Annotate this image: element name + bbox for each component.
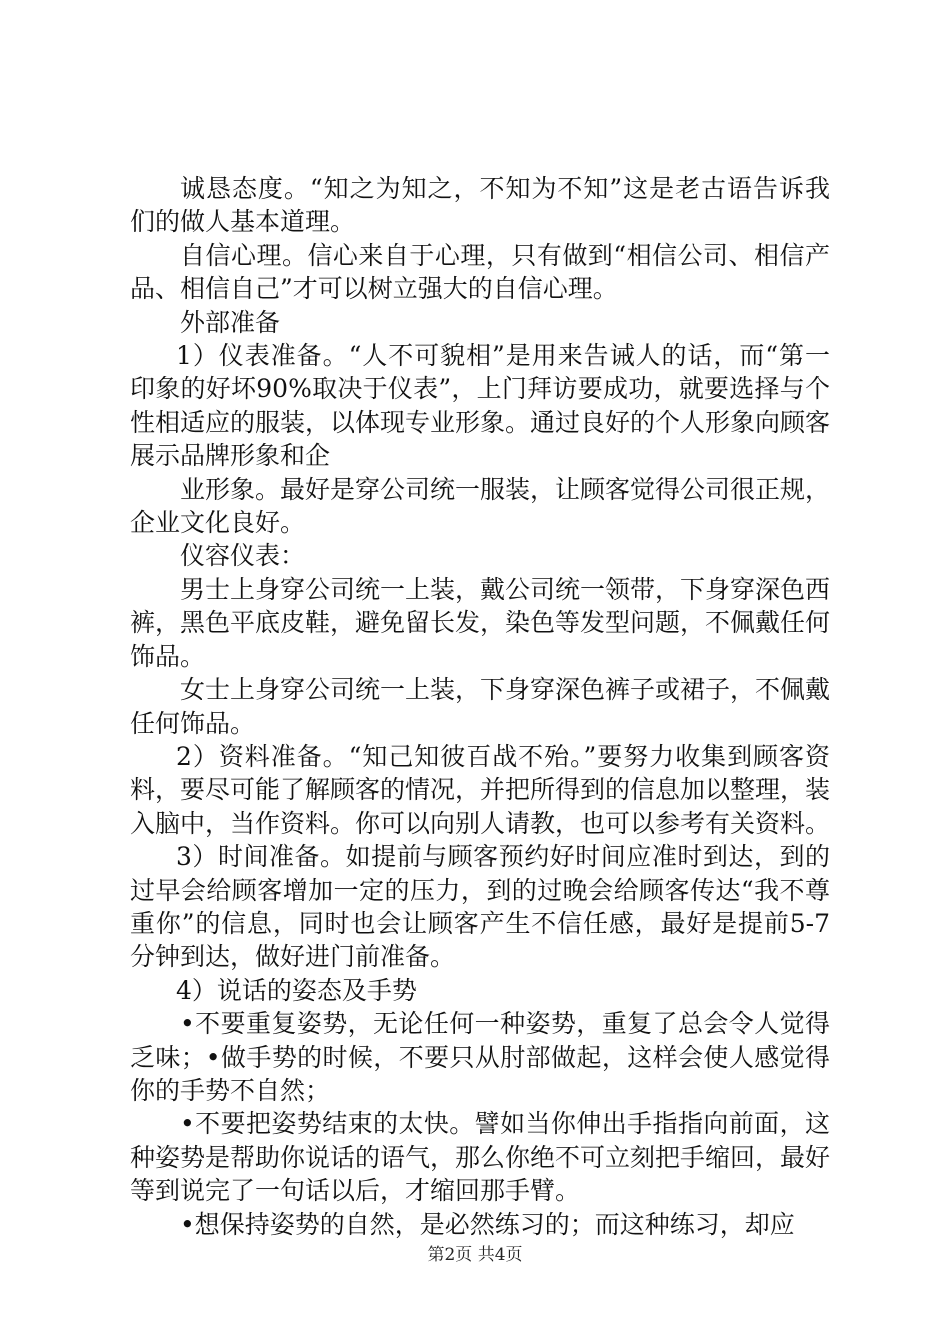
page-number-footer: 第2页 共4页 [427, 1245, 523, 1265]
paragraph-corporate-image: 业形象。最好是穿公司统一服装，让顾客觉得公司很正规，企业文化良好。 [130, 474, 831, 538]
list-item-gesture-practice: •想保持姿势的自然，是必然练习的；而这种练习，却应 [180, 1209, 795, 1239]
paragraph-men-dress: 男士上身穿公司统一上装，戴公司统一领带，下身穿深色西裤，黑色平底皮鞋，避免留长发，染色等发型问题，不佩戴任何饰品。 [130, 574, 831, 671]
paragraph-sincerity: 诚恳态度。“知之为知之，不知为不知”这是老古语告诉我们的做人基本道理。 [130, 174, 830, 237]
list-item-gesture-end: •不要把姿势结束的太快。譬如当你伸出手指指向前面，这种姿势是帮助你说话的语气，那么你绝不可立刻把手缩回，最好等到说完了一句话以后，才缩回那手臂。 [130, 1109, 831, 1206]
heading-external-preparation: 外部准备 [180, 307, 281, 337]
paragraph-material-preparation: 2）资料准备。“知己知彼百战不殆。”要努力收集到顾客资料，要尽可能了解顾客的情况，并把所得到的信息加以整理，装入脑中，当作资料。你可以向别人请教，也可以参考有关资料。 [130, 741, 831, 838]
heading-posture-gestures: 4）说话的姿态及手势 [176, 975, 417, 1005]
heading-grooming: 仪容仪表： [180, 541, 306, 571]
paragraph-confidence: 自信心理。信心来自于心理，只有做到“相信公司、相信产品、相信自己”才可以树立强大的自信心理。 [130, 240, 830, 304]
paragraph-appearance-preparation: 1）仪表准备。“人不可貌相”是用来告诫人的话，而“第一印象的好坏90%取决于仪表”，上门拜访要成功，就要选择与个性相适应的服装，以体现专业形象。通过良好的个人形象向顾客展示品牌形象和企 [130, 341, 831, 471]
document-body [130, 172, 830, 1241]
list-item-gesture-repeat: •不要重复姿势，无论任何一种姿势，重复了总会令人觉得乏味；•做手势的时候，不要只从肘部做起，这样会使人感觉得你的手势不自然； [130, 1009, 830, 1105]
paragraph-women-dress: 女士上身穿公司统一上装，下身穿深色裤子或裙子，不佩戴任何饰品。 [130, 675, 831, 738]
paragraph-time-preparation: 3）时间准备。如提前与顾客预约好时间应准时到达，到的过早会给顾客增加一定的压力，到的过晚会给顾客传达“我不尊重你”的信息，同时也会让顾客产生不信任感，最好是提前5-7分钟到达，做好进门前准备。 [130, 842, 830, 972]
